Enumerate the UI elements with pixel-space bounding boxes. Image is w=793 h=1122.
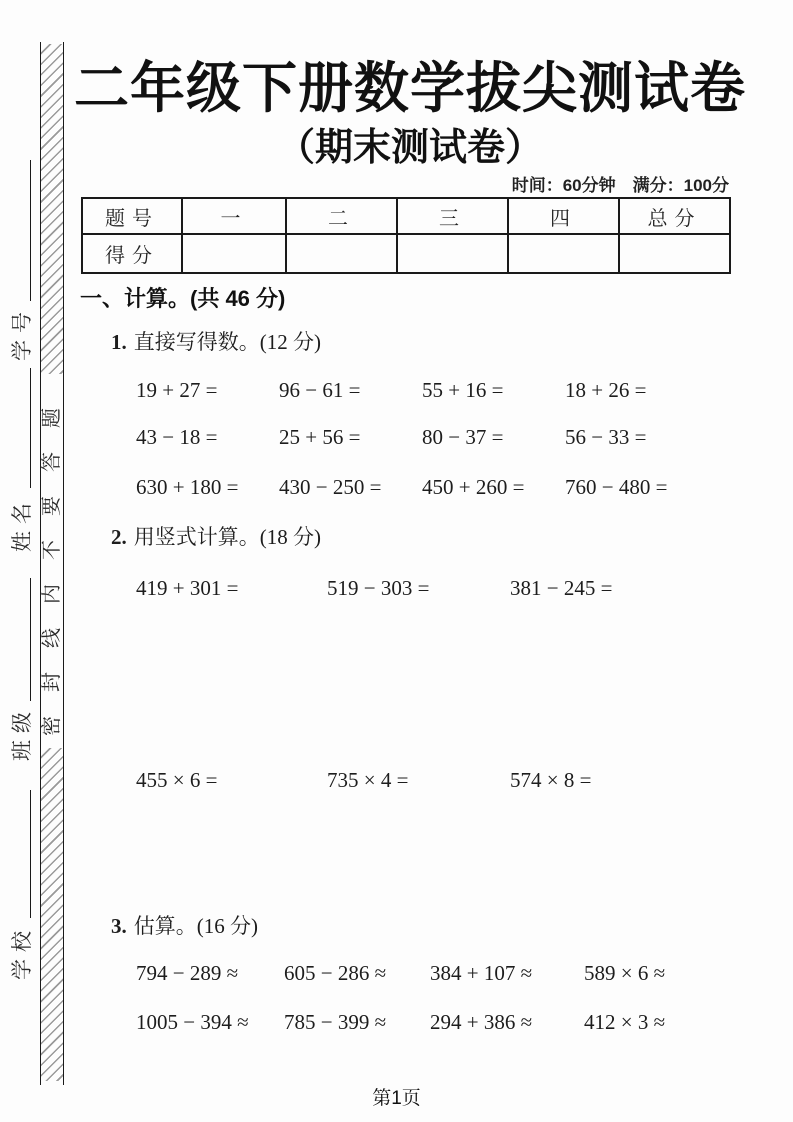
- math-expression: 381 − 245 =: [510, 576, 613, 600]
- direct-calc-row-1: [136, 378, 756, 404]
- math-expression: 25 + 56 =: [279, 425, 361, 449]
- page-title: 二年级下册数学拔尖测试卷: [73, 57, 746, 119]
- math-expression: 735 × 4 =: [327, 768, 409, 792]
- score-row-label: 得分: [82, 234, 182, 273]
- score-table-score-row: [82, 234, 730, 273]
- subsection-2-number: 2.: [111, 525, 127, 549]
- math-expression: 430 − 250 =: [279, 475, 382, 499]
- header-section-3: 三: [397, 198, 508, 234]
- section-1-heading: 一、计算。(共 46 分): [80, 286, 286, 311]
- math-expression: 294 + 386 ≈: [430, 1010, 533, 1034]
- vertical-calc-row-2: [136, 768, 756, 794]
- header-section-1: 一: [182, 198, 286, 234]
- page-number: 第1页: [372, 1088, 421, 1109]
- math-expression: 450 + 260 =: [422, 475, 525, 499]
- seal-hatch-bottom: [41, 748, 63, 1081]
- math-expression: 419 + 301 =: [136, 576, 239, 600]
- math-expression: 785 − 399 ≈: [284, 1010, 387, 1034]
- header-question-number: 题号: [82, 198, 182, 234]
- math-expression: 1005 − 394 ≈: [136, 1010, 249, 1034]
- math-expression: 43 − 18 =: [136, 425, 218, 449]
- subsection-2-title: 用竖式计算。(18 分): [133, 525, 321, 549]
- math-expression: 80 − 37 =: [422, 425, 504, 449]
- score-cell-3: [397, 234, 508, 273]
- subsection-1-number: 1.: [111, 330, 127, 354]
- seal-line-text: 密封线内不要答题: [41, 384, 63, 736]
- subsection-3-number: 3.: [111, 914, 127, 938]
- subsection-3-heading: [111, 910, 258, 940]
- score-table-header-row: [82, 198, 730, 234]
- vertical-calc-row-1: [136, 576, 756, 602]
- math-expression: 630 + 180 =: [136, 475, 239, 499]
- math-expression: 519 − 303 =: [327, 576, 430, 600]
- score-cell-1: [182, 234, 286, 273]
- subsection-2-heading: [111, 521, 321, 551]
- math-expression: 605 − 286 ≈: [284, 961, 387, 985]
- score-table: [81, 197, 731, 274]
- time-score-info: 时间：60分钟 满分：100分: [511, 176, 729, 195]
- header-section-4: 四: [508, 198, 619, 234]
- estimate-row-2: [136, 1010, 756, 1036]
- school-label: 学校: [10, 924, 34, 980]
- school-fill-line: [30, 790, 31, 918]
- class-fill-line: [30, 578, 31, 701]
- math-expression: 18 + 26 =: [565, 378, 647, 402]
- subsection-3-title: 估算。(16 分): [133, 914, 258, 938]
- math-expression: 55 + 16 =: [422, 378, 504, 402]
- header-total: 总分: [619, 198, 730, 234]
- name-fill-line: [30, 368, 31, 488]
- class-label: 班级: [10, 705, 34, 761]
- math-expression: 574 × 8 =: [510, 768, 592, 792]
- math-expression: 760 − 480 =: [565, 475, 668, 499]
- student-id-fill-line: [30, 160, 31, 301]
- seal-hatch-top: [41, 44, 63, 374]
- math-expression: 19 + 27 =: [136, 378, 218, 402]
- direct-calc-row-2: [136, 425, 756, 451]
- subsection-1-title: 直接写得数。(12 分): [133, 330, 321, 354]
- math-expression: 412 × 3 ≈: [584, 1010, 666, 1034]
- student-id-label: 学号: [10, 305, 34, 361]
- math-expression: 589 × 6 ≈: [584, 961, 666, 985]
- score-cell-4: [508, 234, 619, 273]
- direct-calc-row-3: [136, 475, 756, 501]
- math-expression: 96 − 61 =: [279, 378, 361, 402]
- page-subtitle: （期末测试卷）: [276, 127, 543, 169]
- math-expression: 455 × 6 =: [136, 768, 218, 792]
- math-expression: 794 − 289 ≈: [136, 961, 239, 985]
- score-cell-total: [619, 234, 730, 273]
- estimate-row-1: [136, 961, 756, 987]
- name-label: 姓名: [10, 496, 34, 552]
- math-expression: 384 + 107 ≈: [430, 961, 533, 985]
- score-cell-2: [286, 234, 397, 273]
- math-expression: 56 − 33 =: [565, 425, 647, 449]
- subsection-1-heading: [111, 326, 321, 356]
- header-section-2: 二: [286, 198, 397, 234]
